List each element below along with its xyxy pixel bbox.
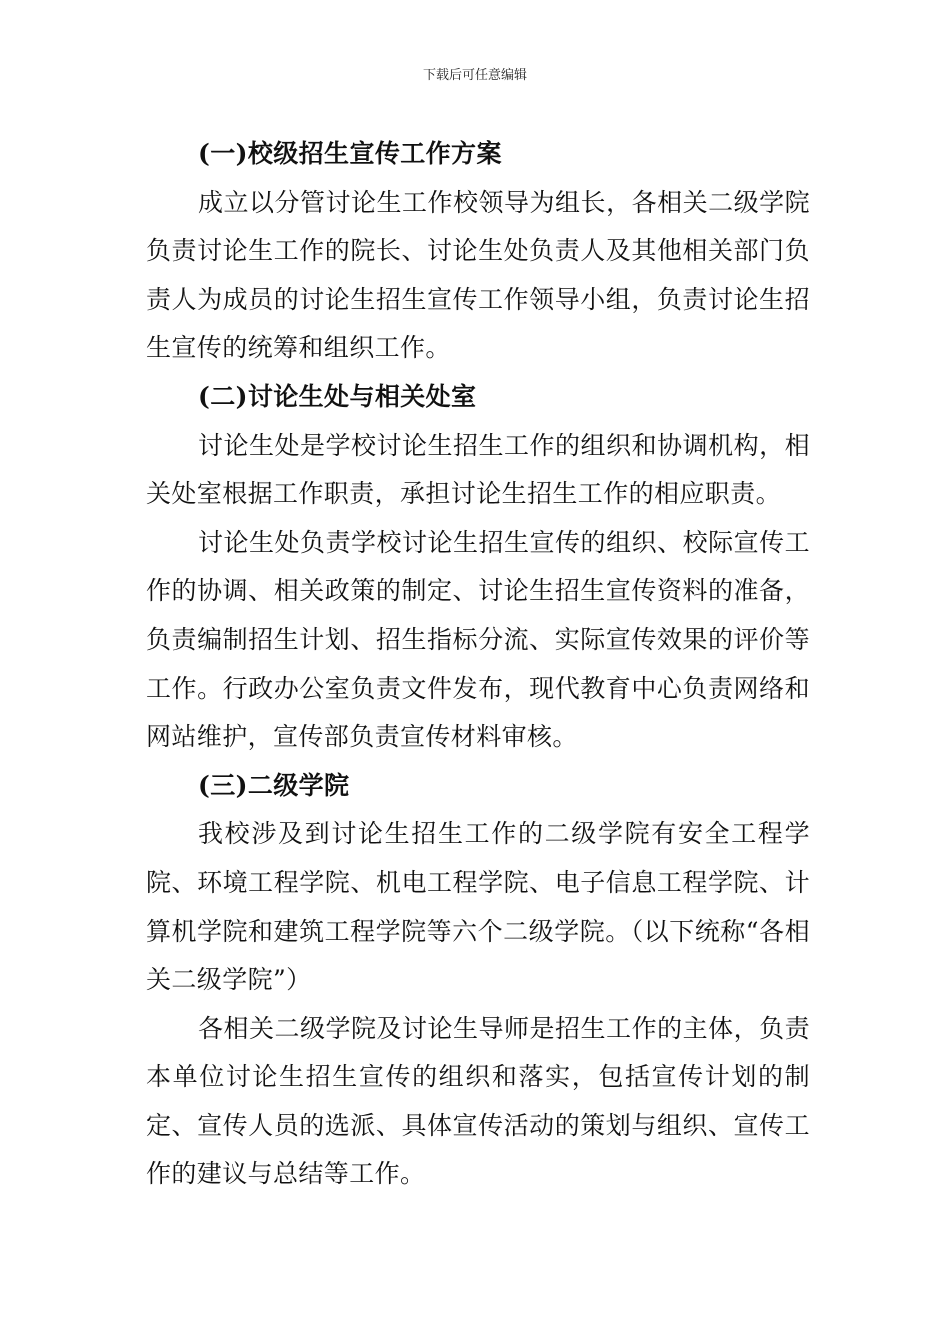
section-heading-3: (三)二级学院 <box>198 770 350 800</box>
section-heading-2: (二)讨论生处与相关处室 <box>198 381 477 411</box>
paragraph: 各相关二级学院及讨论生导师是招生工作的主体，负责本单位讨论生招生宣传的组织和落实，包括宣传计划的制定、宣传人员的选派、具体宣传活动的策划与组织、宣传工作的建议与总结等工作。 <box>146 1013 810 1189</box>
page-header-note: 下载后可任意编辑 <box>422 68 527 83</box>
paragraph: 讨论生处是学校讨论生招生工作的组织和协调机构，相关处室根据工作职责，承担讨论生招生工作的相应职责。 <box>146 430 810 509</box>
paragraph: 讨论生处负责学校讨论生招生宣传的组织、校际宣传工作的协调、相关政策的制定、讨论生招生宣传资料的准备，负责编制招生计划、招生指标分流、实际宣传效果的评价等工作。行政办公室负责文件发布，现代教育中心负责网络和网站维护，宣传部负责宣传材料审核。 <box>146 527 810 752</box>
paragraph: 成立以分管讨论生工作校领导为组长，各相关二级学院负责讨论生工作的院长、讨论生处负责人及其他相关部门负责人为成员的讨论生招生宣传工作领导小组，负责讨论生招生宣传的统筹和组织工作。 <box>146 187 810 363</box>
paragraph: 我校涉及到讨论生招生工作的二级学院有安全工程学院、环境工程学院、机电工程学院、电子信息工程学院、计算机学院和建筑工程学院等六个二级学院。（以下统称“各相关二级学院”） <box>146 819 810 995</box>
document-body <box>146 130 810 1199</box>
section-heading-1: (一)校级招生宣传工作方案 <box>198 139 502 168</box>
